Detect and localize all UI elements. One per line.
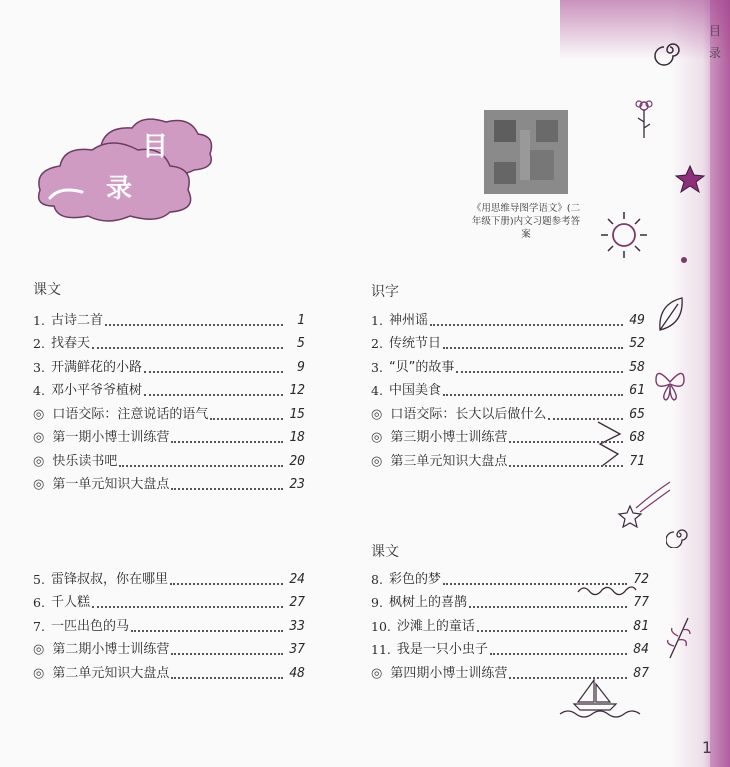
toc-entry-number: 2.: [371, 336, 383, 351]
bullet-circle-icon: ◎: [371, 665, 383, 681]
toc-entry-number: 9.: [371, 595, 383, 610]
toc-entry-title: “贝”的故事: [388, 359, 455, 375]
toc-entry-title: 古诗二首: [50, 312, 103, 328]
toc-entry-page: 49: [629, 312, 645, 328]
dot-leader: [131, 629, 283, 632]
toc-entry-page: 33: [289, 618, 305, 634]
qr-caption: 《用思维导图学语文》(二年级下册)内文习题参考答案: [471, 203, 581, 240]
dot-leader: [443, 582, 627, 585]
toc-entry[interactable]: [33, 423, 305, 447]
dot-leader: [430, 323, 623, 326]
toc-entry[interactable]: [371, 588, 649, 612]
flower-doodle-icon: [632, 96, 656, 140]
toc-entry-title: 千人糕: [50, 595, 90, 610]
dot-leader: [548, 417, 623, 420]
toc-entry-page: 58: [629, 359, 645, 375]
toc-entry[interactable]: [33, 329, 305, 353]
toc-entry-page: 24: [289, 571, 305, 587]
toc-entry-title: 第一单元知识大盘点: [52, 477, 170, 492]
toc-list-right-unit4: [371, 564, 649, 682]
title-char-lu: 录: [106, 174, 133, 204]
toc-entry-page: 1: [297, 312, 305, 328]
shooting-star-icon: [616, 478, 672, 530]
toc-entry-number: 5.: [33, 571, 45, 587]
dot-leader: [443, 393, 623, 396]
toc-entry-title: 第二单元知识大盘点: [52, 665, 170, 681]
toc-entry-page: 77: [633, 595, 649, 610]
toc-entry-number: 11.: [371, 642, 391, 657]
dot-leader: [456, 370, 623, 373]
dot-leader: [443, 346, 623, 349]
toc-entry[interactable]: [371, 423, 645, 447]
toc-entry[interactable]: [371, 635, 649, 659]
leaf-icon: [656, 294, 686, 334]
section-heading-shizi: 识字: [371, 284, 399, 300]
dot-leader: [509, 464, 623, 467]
toc-list-left-unit1: [33, 305, 305, 493]
toc-entry-title: 邓小平爷爷植树: [50, 383, 142, 398]
dot-leader: [477, 629, 627, 632]
butterfly-icon: [650, 362, 690, 402]
bullet-circle-icon: ◎: [371, 430, 383, 445]
bullet-circle-icon: ◎: [33, 453, 45, 469]
toc-entry-title: 中国美食: [388, 383, 441, 398]
dot-icon: [680, 256, 688, 264]
toc-entry-page: 87: [633, 665, 649, 681]
toc-entry[interactable]: [33, 399, 305, 423]
dot-leader: [92, 605, 283, 608]
toc-entry-title: 雷锋叔叔，你在哪里: [50, 571, 168, 587]
toc-entry-page: 20: [289, 453, 305, 469]
toc-entry-page: 23: [289, 477, 305, 492]
toc-list-left-unit2: [33, 564, 305, 682]
toc-entry[interactable]: [371, 611, 649, 635]
dot-leader: [105, 323, 283, 326]
toc-entry[interactable]: [371, 305, 645, 329]
toc-entry-number: 4.: [371, 383, 383, 398]
small-spiral-icon: [666, 522, 692, 548]
toc-entry[interactable]: [371, 329, 645, 353]
toc-entry-page: 48: [289, 665, 305, 681]
toc-entry-title: 彩色的梦: [388, 571, 441, 587]
dot-leader: [509, 440, 623, 443]
toc-entry[interactable]: [33, 446, 305, 470]
side-mark-mu: 目: [708, 24, 721, 38]
dot-leader: [144, 393, 283, 396]
sailboat-icon: [558, 676, 648, 722]
toc-entry-title: 一匹出色的马: [50, 618, 129, 634]
spiral-icon: [654, 34, 686, 66]
section-heading-kewen-right: 课文: [371, 544, 399, 560]
toc-entry-title: 沙滩上的童话: [396, 618, 475, 634]
toc-entry-number: 4.: [33, 383, 45, 398]
branch-icon: [664, 614, 694, 660]
toc-entry-number: 3.: [371, 359, 383, 375]
dot-leader: [92, 346, 283, 349]
title-char-mu: 目: [142, 132, 169, 162]
dot-leader: [119, 464, 283, 467]
toc-entry[interactable]: [371, 399, 645, 423]
star-icon: [674, 164, 706, 194]
bullet-circle-icon: ◎: [33, 406, 45, 422]
dot-leader: [469, 605, 627, 608]
toc-entry-title: 神州谣: [388, 312, 428, 328]
side-header-mark: [708, 20, 722, 64]
toc-entry-title: 找春天: [50, 336, 90, 351]
toc-entry-number: 1.: [371, 312, 383, 328]
toc-entry-title: 口语交际：长大以后做什么: [390, 406, 547, 422]
qr-code-icon[interactable]: [484, 110, 568, 194]
toc-entry-title: 第三单元知识大盘点: [390, 453, 508, 469]
toc-entry-number: 8.: [371, 571, 383, 587]
toc-entry[interactable]: [33, 658, 305, 682]
bullet-circle-icon: ◎: [33, 642, 45, 657]
bullet-circle-icon: ◎: [33, 430, 45, 445]
dot-leader: [171, 652, 283, 655]
dot-leader: [170, 582, 283, 585]
dot-leader: [210, 417, 283, 420]
bullet-circle-icon: ◎: [371, 406, 383, 422]
side-mark-lu: 录: [708, 46, 721, 60]
toc-entry-page: 27: [289, 595, 305, 610]
qr-code-blur: [484, 110, 568, 194]
toc-entry-page: 71: [629, 453, 645, 469]
toc-entry-title: 快乐读书吧: [52, 453, 118, 469]
toc-entry[interactable]: [371, 376, 645, 400]
toc-entry-page: 15: [289, 406, 305, 422]
dot-leader: [171, 440, 283, 443]
toc-entry-page: 18: [289, 430, 305, 445]
toc-entry-title: 第一期小博士训练营: [52, 430, 170, 445]
toc-entry-page: 12: [289, 383, 305, 398]
toc-entry-title: 我是一只小虫子: [396, 642, 488, 657]
toc-entry-page: 37: [289, 642, 305, 657]
title-cloud: [30, 112, 220, 227]
toc-entry[interactable]: [33, 611, 305, 635]
toc-entry-page: 61: [629, 383, 645, 398]
toc-entry[interactable]: [33, 305, 305, 329]
toc-entry[interactable]: [371, 352, 645, 376]
toc-entry-page: 68: [629, 430, 645, 445]
dot-leader: [490, 652, 627, 655]
toc-entry-page: 72: [633, 571, 649, 587]
toc-entry-title: 传统节日: [388, 336, 441, 351]
dot-leader: [171, 676, 283, 679]
toc-entry-title: 口语交际：注意说话的语气: [52, 406, 209, 422]
toc-list-right-unit3: [371, 305, 645, 470]
toc-entry-number: 10.: [371, 618, 391, 634]
toc-entry-number: 6.: [33, 595, 45, 610]
toc-entry-page: 9: [297, 359, 305, 375]
sun-icon: [598, 210, 650, 260]
dot-leader: [144, 370, 283, 373]
toc-entry[interactable]: [33, 470, 305, 494]
toc-entry[interactable]: [33, 588, 305, 612]
toc-entry-page: 65: [629, 406, 645, 422]
bullet-circle-icon: ◎: [33, 477, 45, 492]
toc-entry-title: 枫树上的喜鹊: [388, 595, 467, 610]
section-heading-kewen-left: 课文: [33, 282, 61, 298]
toc-entry-number: 7.: [33, 618, 45, 634]
bullet-circle-icon: ◎: [371, 453, 383, 469]
dot-leader: [509, 676, 627, 679]
toc-entry[interactable]: [33, 635, 305, 659]
toc-entry-page: 5: [297, 336, 305, 351]
toc-entry-page: 52: [629, 336, 645, 351]
page-number: 1: [701, 738, 712, 757]
dot-leader: [171, 487, 283, 490]
toc-entry-number: 2.: [33, 336, 45, 351]
toc-entry-title: 第三期小博士训练营: [390, 430, 508, 445]
toc-entry-number: 1.: [33, 312, 45, 328]
toc-entry-title: 第四期小博士训练营: [390, 665, 508, 681]
toc-entry-number: 3.: [33, 359, 45, 375]
toc-entry[interactable]: [371, 658, 649, 682]
toc-entry-title: 第二期小博士训练营: [52, 642, 170, 657]
toc-entry[interactable]: [33, 564, 305, 588]
toc-entry[interactable]: [33, 352, 305, 376]
toc-entry-page: 84: [633, 642, 649, 657]
bullet-circle-icon: ◎: [33, 665, 45, 681]
toc-entry[interactable]: [33, 376, 305, 400]
toc-entry[interactable]: [371, 446, 645, 470]
toc-entry-page: 81: [633, 618, 649, 634]
toc-entry[interactable]: [371, 564, 649, 588]
toc-entry-title: 开满鲜花的小路: [50, 359, 142, 375]
